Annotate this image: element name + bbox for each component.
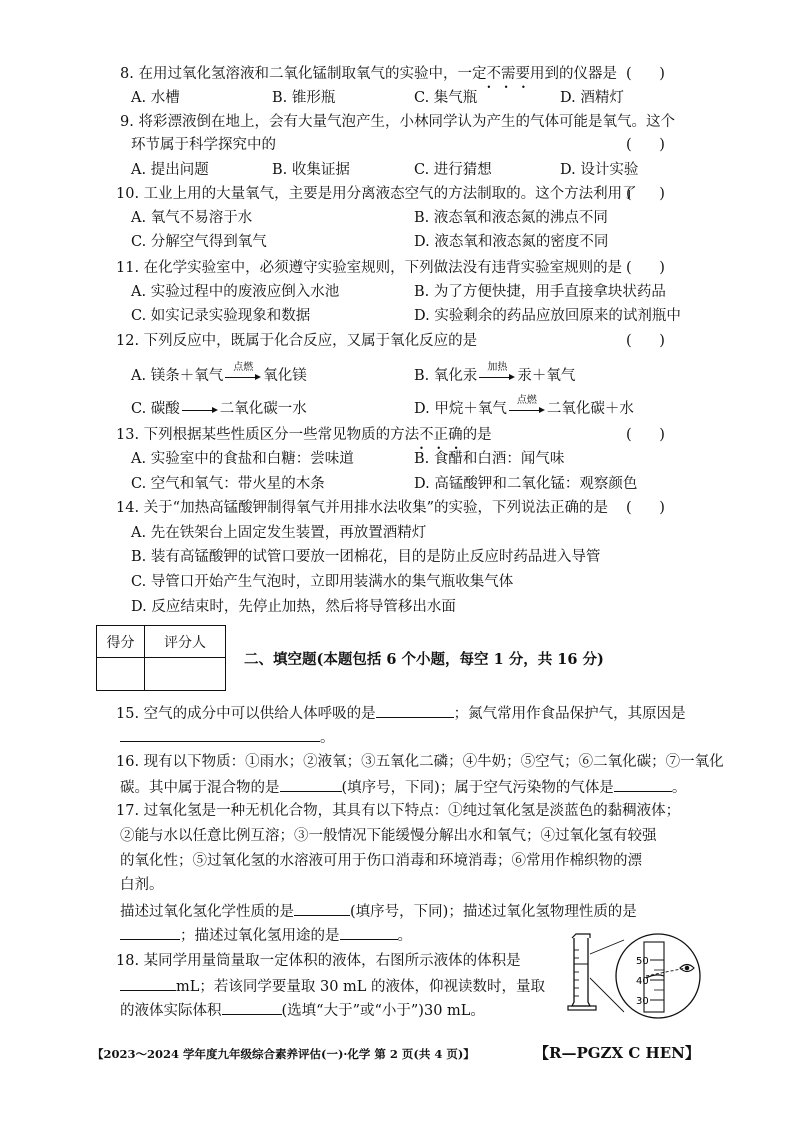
footer-code: 【R—PGZX C HEN】 xyxy=(534,1044,700,1062)
q12-option-b xyxy=(414,362,576,386)
q16-end: 。 xyxy=(671,780,687,796)
section-title: 二、填空题(本题包括 6 个小题，每空 1 分，共 16 分) xyxy=(244,651,604,668)
tick-label-30: 30 xyxy=(636,996,649,1007)
q18-line3 xyxy=(120,999,485,1021)
q8-option-b: B. 锥形瓶 xyxy=(272,90,336,106)
q14-stem: 14. 关于“加热高锰酸钾制得氧气并用排水法收集”的实验，下列说法正确的是 xyxy=(116,500,608,516)
q15-text: ；氮气常用作食品保护气，其原因是 xyxy=(453,706,686,722)
q12-b-reactants: B. 氧化汞 xyxy=(414,368,478,384)
q16-text: (填序号，下同)；属于空气污染物的气体是 xyxy=(341,780,614,796)
q8-option-d: D. 酒精灯 xyxy=(560,90,624,106)
reaction-arrow-icon xyxy=(223,362,263,386)
answer-blank[interactable] xyxy=(280,776,342,792)
tick-label-50: 50 xyxy=(636,956,649,967)
eye-icon xyxy=(680,965,694,972)
q15-line1 xyxy=(116,702,686,724)
q8-option-a: A. 水槽 xyxy=(131,90,180,106)
q13-option-a: A. 实验室中的食盐和白糖：尝味道 xyxy=(131,451,354,467)
q18-text: mL；若该同学要量取 30 mL 的液体，仰视读数时，量取 xyxy=(176,979,546,995)
answer-blank[interactable] xyxy=(120,726,320,742)
q9-option-d: D. 设计实验 xyxy=(560,162,639,178)
q17-text: ；描述过氧化氢用途的是 xyxy=(180,928,340,944)
q12-a-reactants: A. 镁条＋氧气 xyxy=(131,368,224,384)
reaction-arrow-icon xyxy=(507,395,547,419)
table-divider xyxy=(97,657,225,658)
answer-blank[interactable] xyxy=(294,900,350,916)
q17-line3: 的氧化性；⑤过氧化氢的水溶液可用于伤口消毒和环境消毒；⑥常用作棉织物的漂 xyxy=(120,853,642,869)
q12-option-d xyxy=(414,395,634,419)
q17-line1: 17. 过氧化氢是一种无机化合物，其具有以下特点：①纯过氧化氢是淡蓝色的黏稠液体； xyxy=(116,803,681,819)
q10-answer-paren: ( ) xyxy=(626,186,665,202)
q12-a-products: 氧化镁 xyxy=(263,368,307,384)
q9-option-b: B. 收集证据 xyxy=(272,162,350,178)
q13-option-c: C. 空气和氧气：带火星的木条 xyxy=(131,476,325,492)
reaction-arrow-icon xyxy=(180,399,220,419)
q18-text: (选填“大于”或“小于”)30 mL。 xyxy=(281,1003,485,1019)
q10-option-b: B. 液态氧和液态氮的沸点不同 xyxy=(414,210,608,226)
reaction-arrow-icon xyxy=(477,362,517,386)
q9-option-a: A. 提出问题 xyxy=(131,162,209,178)
q17-text: 描述过氧化氢化学性质的是 xyxy=(120,904,294,920)
q13-stem-part: 确的是 xyxy=(448,427,492,443)
q11-answer-paren: ( ) xyxy=(626,260,665,276)
q17-end: 。 xyxy=(397,928,412,944)
q14-option-d: D. 反应结束时，先停止加热，然后将导管移出水面 xyxy=(131,599,456,615)
q17-line6 xyxy=(120,924,412,946)
q12-c-reactants: C. 碳酸 xyxy=(131,401,180,417)
q14-option-c: C. 导管口开始产生气泡时，立即用装满水的集气瓶收集气体 xyxy=(131,574,514,590)
q18-line1: 18. 某同学用量筒量取一定体积的液体，右图所示液体的体积是 xyxy=(116,953,521,969)
q12-d-condition: 点燃 xyxy=(516,395,537,406)
tick-label-40: 40 xyxy=(636,976,649,987)
score-header: 得分 xyxy=(106,635,135,651)
answer-blank[interactable] xyxy=(614,776,672,792)
q12-stem: 12. 下列反应中，既属于化合反应，又属于氧化反应的是 xyxy=(116,333,478,349)
answer-blank[interactable] xyxy=(120,924,180,940)
q13-emphasis: 不正 • • • xyxy=(419,425,448,445)
q8-emphasis: 不需要 • • • xyxy=(486,64,530,84)
answer-blank[interactable] xyxy=(222,999,282,1015)
cylinder-icon xyxy=(568,934,596,1010)
q8-stem xyxy=(120,64,617,84)
q12-answer-paren: ( ) xyxy=(626,333,665,349)
q14-answer-paren: ( ) xyxy=(626,500,665,516)
sight-line xyxy=(646,968,686,976)
zoom-line xyxy=(590,940,624,954)
q11-option-a: A. 实验过程中的废液应倒入水池 xyxy=(131,284,340,300)
q12-b-products: 汞＋氧气 xyxy=(517,368,576,384)
q16-text: 碳。其中属于混合物的是 xyxy=(120,780,280,796)
magnifier-circle xyxy=(616,934,700,1018)
q12-c-products: 二氧化碳一水 xyxy=(219,401,307,417)
q18-line2 xyxy=(120,975,545,997)
q17-line5 xyxy=(120,900,637,922)
q10-option-a: A. 氧气不易溶于水 xyxy=(131,210,253,226)
answer-blank[interactable] xyxy=(120,975,176,991)
zoom-line xyxy=(590,978,624,1012)
q14-option-b: B. 装有高锰酸钾的试管口要放一团棉花，目的是防止反应时药品进入导管 xyxy=(131,549,601,565)
q12-a-condition: 点燃 xyxy=(233,362,254,373)
score-table xyxy=(96,625,226,691)
q10-stem: 10. 工业上用的大量氧气，主要是用分离液态空气的方法制取的。这个方法利用了 xyxy=(116,186,637,202)
q16-line2 xyxy=(120,776,686,798)
q8-stem-part: 8. 在用过氧化氢溶液和二氧化锰制取氧气的实验中，一定 xyxy=(120,66,487,82)
q13-stem xyxy=(116,425,492,445)
answer-blank[interactable] xyxy=(376,702,454,718)
page-footer: 【2023～2024 学年度九年级综合素养评估(一)·化学 第 2 页(共 4 页)】 xyxy=(92,1047,475,1061)
graduated-cylinder-figure xyxy=(566,928,704,1024)
q11-option-d: D. 实验剩余的药品应放回原来的试剂瓶中 xyxy=(414,308,681,324)
grader-header: 评分人 xyxy=(164,635,206,651)
q17-text: (填序号，下同)；描述过氧化氢物理性质的是 xyxy=(350,904,637,920)
q11-option-b: B. 为了方便快捷，用手直接拿块状药品 xyxy=(414,284,666,300)
q12-d-products: 二氧化碳＋水 xyxy=(546,401,634,417)
q14-option-a: A. 先在铁架台上固定发生装置，再放置酒精灯 xyxy=(131,525,427,541)
q17-line4: 白剂。 xyxy=(120,877,164,893)
q10-option-c: C. 分解空气得到氧气 xyxy=(131,234,267,250)
q8-option-c: C. 集气瓶 xyxy=(414,90,478,106)
q10-option-d: D. 液态氧和液态氮的密度不同 xyxy=(414,234,609,250)
q11-stem: 11. 在化学实验室中，必须遵守实验室规则，下列做法没有违背实验室规则的是 xyxy=(116,260,623,276)
q15-line2 xyxy=(120,726,335,748)
q12-b-condition: 加热 xyxy=(487,362,508,373)
q18-text: 的液体实际体积 xyxy=(120,1003,222,1019)
q16-line1: 16. 现有以下物质：①雨水；②液氧；③五氧化二磷；④牛奶；⑤空气；⑥二氧化碳；⑦一氧化 xyxy=(116,754,724,770)
q8-answer-paren: ( ) xyxy=(626,66,665,82)
q12-option-a xyxy=(131,362,307,386)
answer-blank[interactable] xyxy=(340,924,398,940)
q13-answer-paren: ( ) xyxy=(626,427,665,443)
q12-option-c xyxy=(131,399,307,419)
q17-line2: ②能与水以任意比例互溶；③一般情况下能缓慢分解出水和氧气；④过氧化氢有较强 xyxy=(120,828,657,844)
q13-option-b: B. 食醋和白酒：闻气味 xyxy=(414,451,565,467)
q9-option-c: C. 进行猜想 xyxy=(414,162,492,178)
q8-stem-part: 用到的仪器是 xyxy=(529,66,617,82)
q13-option-d: D. 高锰酸钾和二氧化锰：观察颜色 xyxy=(414,476,638,492)
q11-option-c: C. 如实记录实验现象和数据 xyxy=(131,308,311,324)
q15-text: 15. 空气的成分中可以供给人体呼吸的是 xyxy=(116,706,376,722)
q13-stem-part: 13. 下列根据某些性质区分一些常见物质的方法 xyxy=(116,427,420,443)
q15-end: 。 xyxy=(320,730,335,746)
q9-line1: 9. 将彩漂液倒在地上，会有大量气泡产生，小林同学认为产生的气体可能是氧气。这个 xyxy=(120,114,675,130)
q9-line2: 环节属于科学探究中的 xyxy=(131,137,276,153)
q9-answer-paren: ( ) xyxy=(626,137,665,153)
q12-d-reactants: D. 甲烷＋氧气 xyxy=(414,401,507,417)
